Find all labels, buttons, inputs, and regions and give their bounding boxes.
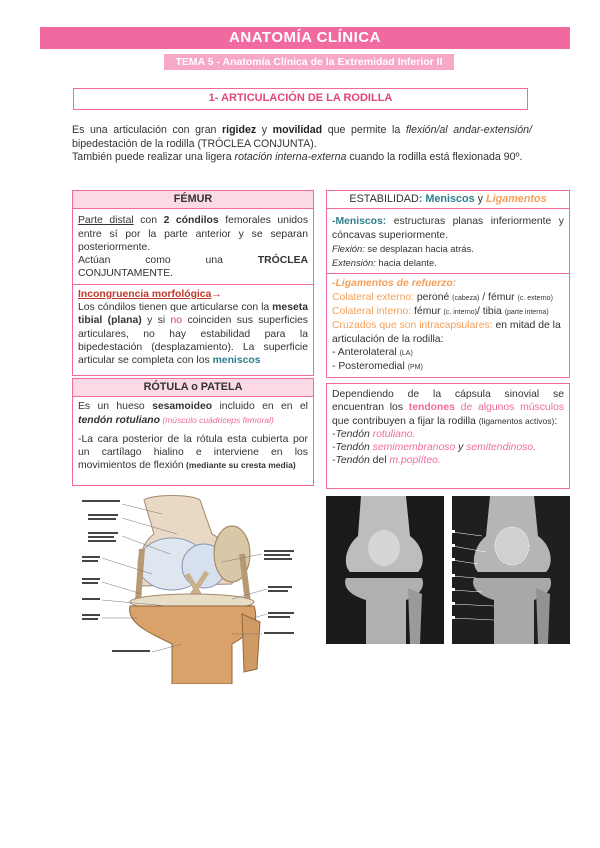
section-heading: 1- ARTICULACIÓN DE LA RODILLA xyxy=(73,88,528,110)
incongruencia-body: Incongruencia morfológica→ Los cóndilos tienen que articularse con la meseta tibial (plana) y si no coinciden sus superficies articulares, no hay estabilidad para la bipedestación (desplazamiento). La superficie articular se completa con los meniscos xyxy=(78,288,308,367)
knee-xray-frontal xyxy=(326,496,444,644)
rotula-header: RÓTULA o PATELA xyxy=(73,379,313,397)
knee-anatomy-illustration xyxy=(82,494,300,684)
page-title: ANATOMÍA CLÍNICA xyxy=(40,27,570,49)
tendones-body: Dependiendo de la cápsula sinovial se encuentran los tendones de algunos músculos que contribuyen a fijar la rodilla (ligamentos activos): -Tendón rotuliano. -Tendón semimembranoso y semitendinoso. -Tendón del m.poplíteo. xyxy=(332,389,564,467)
estabilidad-header: ESTABILIDAD: Meniscos y Ligamentos xyxy=(327,191,569,209)
femur-header: FÉMUR xyxy=(73,191,313,209)
ligamentos-body: -Ligamentos de refuerzo: Colateral externo: peroné (cabeza) / fémur (c. externo) Colateral interno: fémur (c. interno)/ tibia (parte interna) Cruzados que son intracapsulares: en mitad de la articulación de la rodilla: - Anterolateral (LA) - Posteromedial (PM) xyxy=(332,278,561,373)
femur-box xyxy=(72,190,314,376)
meniscos-body: -Meniscos: estructuras planas inferiormente y cóncavas superiormente. Flexión: se desplazan hacia atrás. Extensión: hacia delante. xyxy=(332,216,564,269)
estabilidad-box xyxy=(326,190,570,378)
intro-paragraph: Es una articulación con gran rigidez y movilidad que permite la flexión/al andar-extensión/ bipedestación de la rodilla (TRÓCLEA CONJUNTA). También puede realizar una ligera rotación interna-externa cuando la rodilla está flexionada 90º. xyxy=(72,124,532,163)
rotula-body: Es un hueso sesamoideo incluido en en el tendón rotuliano (músculo cuádriceps femoral) -La cara posterior de la rótula esta cubierta por un cartílago hialino e interviene en los movimientos de flexión (mediante su cresta media) xyxy=(78,401,308,472)
topic-subtitle: TEMA 5 - Anatomía Clínica de la Extremidad Inferior II xyxy=(164,54,454,70)
rotula-box xyxy=(72,378,314,486)
knee-xray-annotated xyxy=(452,496,570,644)
tendones-box xyxy=(326,383,570,489)
femur-body: Parte distal con 2 cóndilos femorales unidos entre sí por la parte anterior y se separan posteriormente. Actúan como una TRÓCLEA CONJUNTAMENTE. xyxy=(78,215,309,280)
